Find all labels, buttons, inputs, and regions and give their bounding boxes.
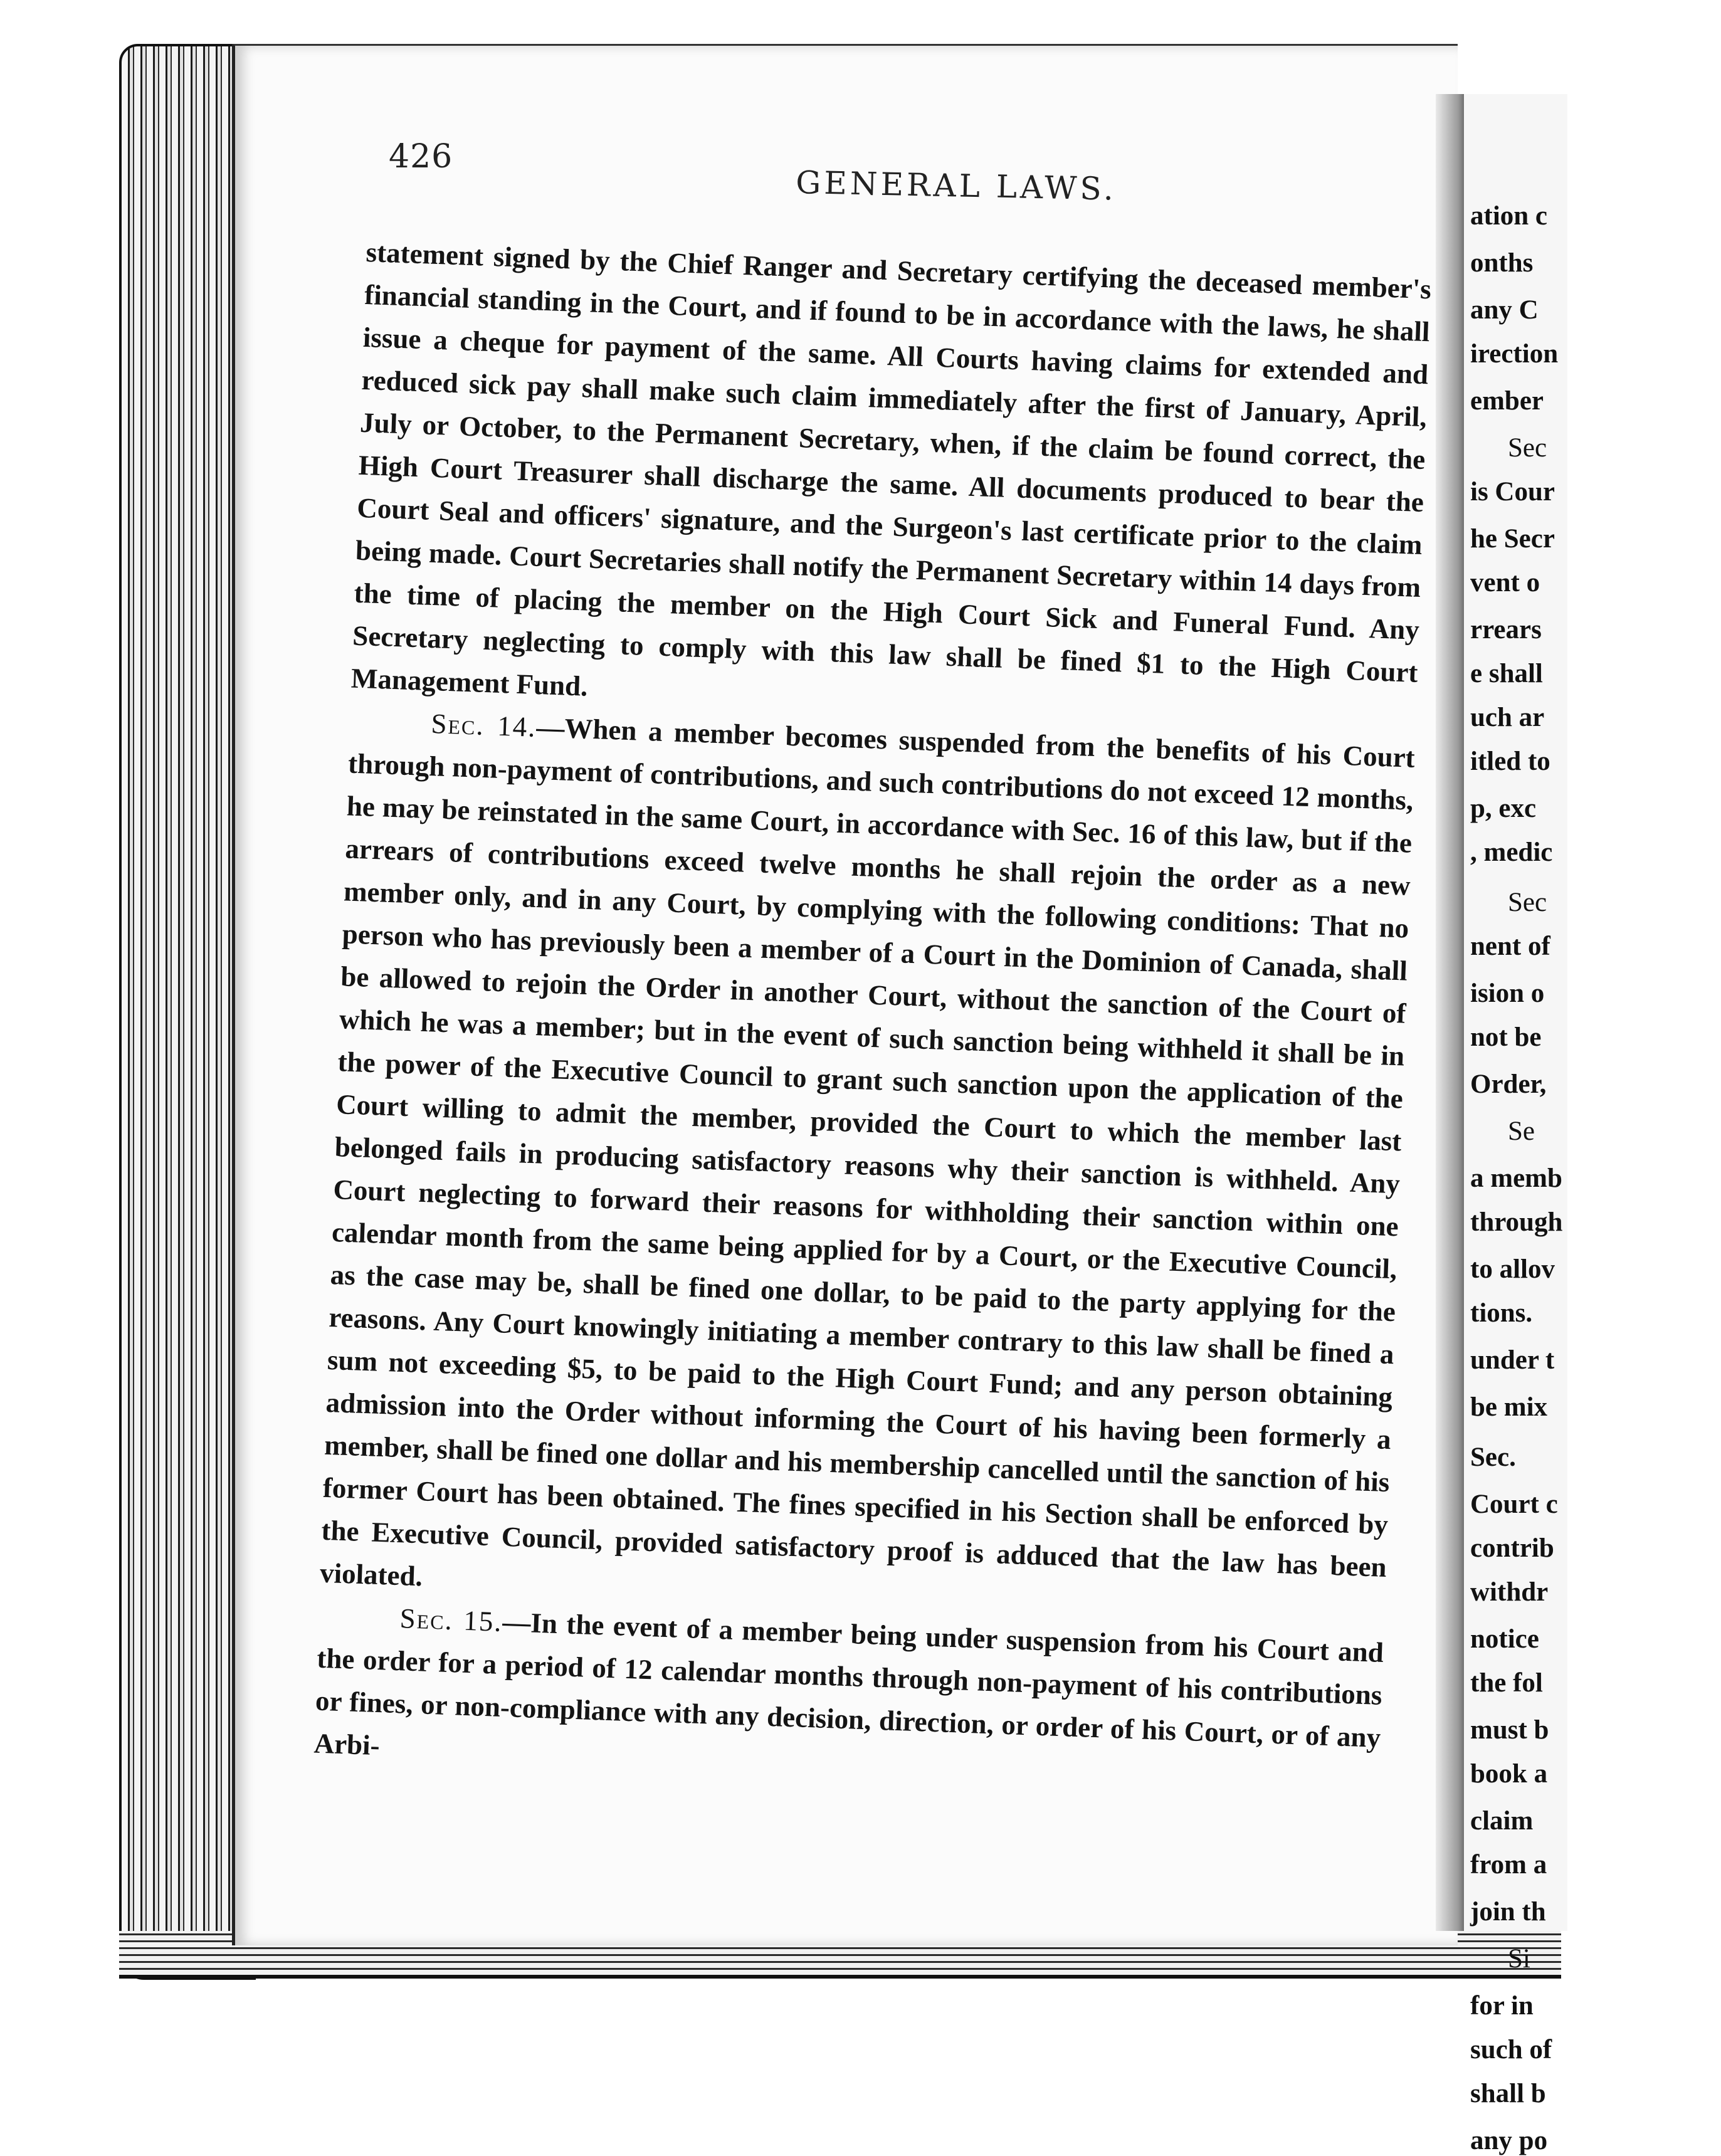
facing-page-line: uch ar [1470, 703, 1545, 732]
facing-page-line: e shall [1470, 659, 1543, 688]
facing-page-line: notice [1470, 1624, 1539, 1654]
facing-page-line: Se [1508, 1117, 1535, 1146]
paragraph-section-14 [319, 700, 1416, 1631]
running-head: GENERAL LAWS. [795, 164, 1117, 208]
paragraph-text: statement signed by the Chief Ranger and Secretary certifying the deceased member's financial standing in the Court, and if found to be in accordance with the laws, he shall issue a cheque for payment of the same. All Courts having claims for extended and reduced sick pay shall make such claim immediately after the first of January, April, July or October, to the Permanent Secretary, when, if the claim be found correct, the High Court Treasurer shall discharge the same. All documents produced to bear the Court Seal and officers' signature, and the Surgeon's last certificate prior to the claim being made. Court Secretaries shall notify the Permanent Secretary within 14 days from the time of placing the member on the High Court Sick and Funeral Fund. Any Secretary neglecting to comply with this law shall be fined $1 to the High Court Management Fund. [350, 236, 1432, 702]
facing-page-line: ation c [1470, 201, 1548, 231]
facing-page-line: withdr [1470, 1577, 1549, 1607]
body-text [313, 231, 1432, 1802]
facing-page [1464, 94, 1567, 2155]
facing-page-line: must b [1470, 1715, 1549, 1745]
facing-page-line: be mix [1470, 1392, 1548, 1422]
facing-page-line: Order, [1470, 1070, 1547, 1099]
facing-page-line: Si [1508, 1944, 1530, 1974]
facing-page-line: the fol [1470, 1668, 1543, 1698]
facing-page-line: join th [1470, 1897, 1546, 1927]
facing-page-line: under t [1470, 1345, 1555, 1375]
facing-page-line: a memb [1470, 1164, 1562, 1193]
facing-page-line: Court c [1470, 1490, 1558, 1519]
paragraph-text: —In the event of a member being under suspension from his Court and the order for a period of 12 calendar months through non-payment of his contributions or fines, or non-compliance with any decision, direction, or order of his Court, or of any Arbi- [313, 1606, 1384, 1762]
paragraph-continuation [350, 231, 1432, 737]
facing-page-line: Sec. [1470, 1443, 1516, 1472]
facing-page-line: p, exc [1470, 794, 1537, 823]
facing-page-line: ision o [1470, 979, 1545, 1008]
facing-page-line: claim [1470, 1806, 1534, 1836]
facing-page-line: irection [1470, 339, 1559, 369]
section-label: Sec. 15. [399, 1602, 503, 1638]
facing-page-line: ember [1470, 386, 1544, 416]
facing-page-line: vent o [1470, 568, 1540, 597]
facing-page-line: is Cour [1470, 477, 1555, 507]
facing-page-line: Sec [1508, 888, 1547, 917]
facing-page-line: itled to [1470, 747, 1550, 776]
facing-page-line: Sec [1508, 433, 1547, 463]
section-label: Sec. 14. [430, 708, 537, 743]
facing-page-line: contrib [1470, 1533, 1554, 1563]
facing-page-line: such of [1470, 2035, 1552, 2064]
facing-page-line: any po [1470, 2126, 1548, 2155]
facing-page-line: rrears [1470, 615, 1542, 644]
facing-page-line: from a [1470, 1850, 1547, 1880]
facing-page-line: shall b [1470, 2079, 1546, 2108]
facing-page-line: tions. [1470, 1298, 1533, 1328]
page-number: 426 [389, 138, 453, 176]
facing-page-line: nent of [1470, 932, 1550, 961]
facing-page-line: any C [1470, 295, 1539, 325]
facing-page-line: , medic [1470, 838, 1553, 867]
facing-page-line: through [1470, 1207, 1563, 1237]
paragraph-text: —When a member becomes suspended from the benefits of his Court through non-payment of contributions, and such contributions do not exceed 12 months, he may be reinstated in the same Court, in accordance with Sec. 16 of this law, but if the arrears of contributions exceed twelve months he shall rejoin the order as a new member only, and in any Court, by complying with the following conditions: That no person who has previously been a member of a Court in the Dominion of Canada, shall be allowed to rejoin the Order in another Court, without the sanction of the Court of which he was a member; but in the event of such sanction being withheld it shall be in the power of the Executive Council to grant such sanction upon the application of the Court willing to admit the member, provided the Court to which the member last belonged fails in producing satisfactory reasons why their sanction is withheld. Any Court neglecting to forward their reasons for withholding their sanction within one calendar month from the same being applied for by a Court, or the Executive Council, as the case may be, shall be fined one dollar, to be paid to the party applying for the reasons. Any Court knowingly initiating a member contrary to this law shall be fined a sum not exceeding $5, to be paid to the High Court Fund; and any person obtaining admission into the Order without informing the Court of his having been formerly a member, shall be fined one dollar and his membership cancelled until the sanction of his former Court has been obtained. The fines specified in his Section shall be enforced by the Executive Council, provided satisfactory proof is adduced that the law has been violated. [319, 711, 1416, 1592]
facing-page-line: he Secr [1470, 524, 1555, 554]
facing-page-line: not be [1470, 1023, 1542, 1052]
facing-page-line: book a [1470, 1759, 1548, 1789]
facing-page-line: onths [1470, 248, 1534, 278]
facing-page-line: to allov [1470, 1254, 1555, 1284]
facing-page-line: for in [1470, 1991, 1534, 2021]
